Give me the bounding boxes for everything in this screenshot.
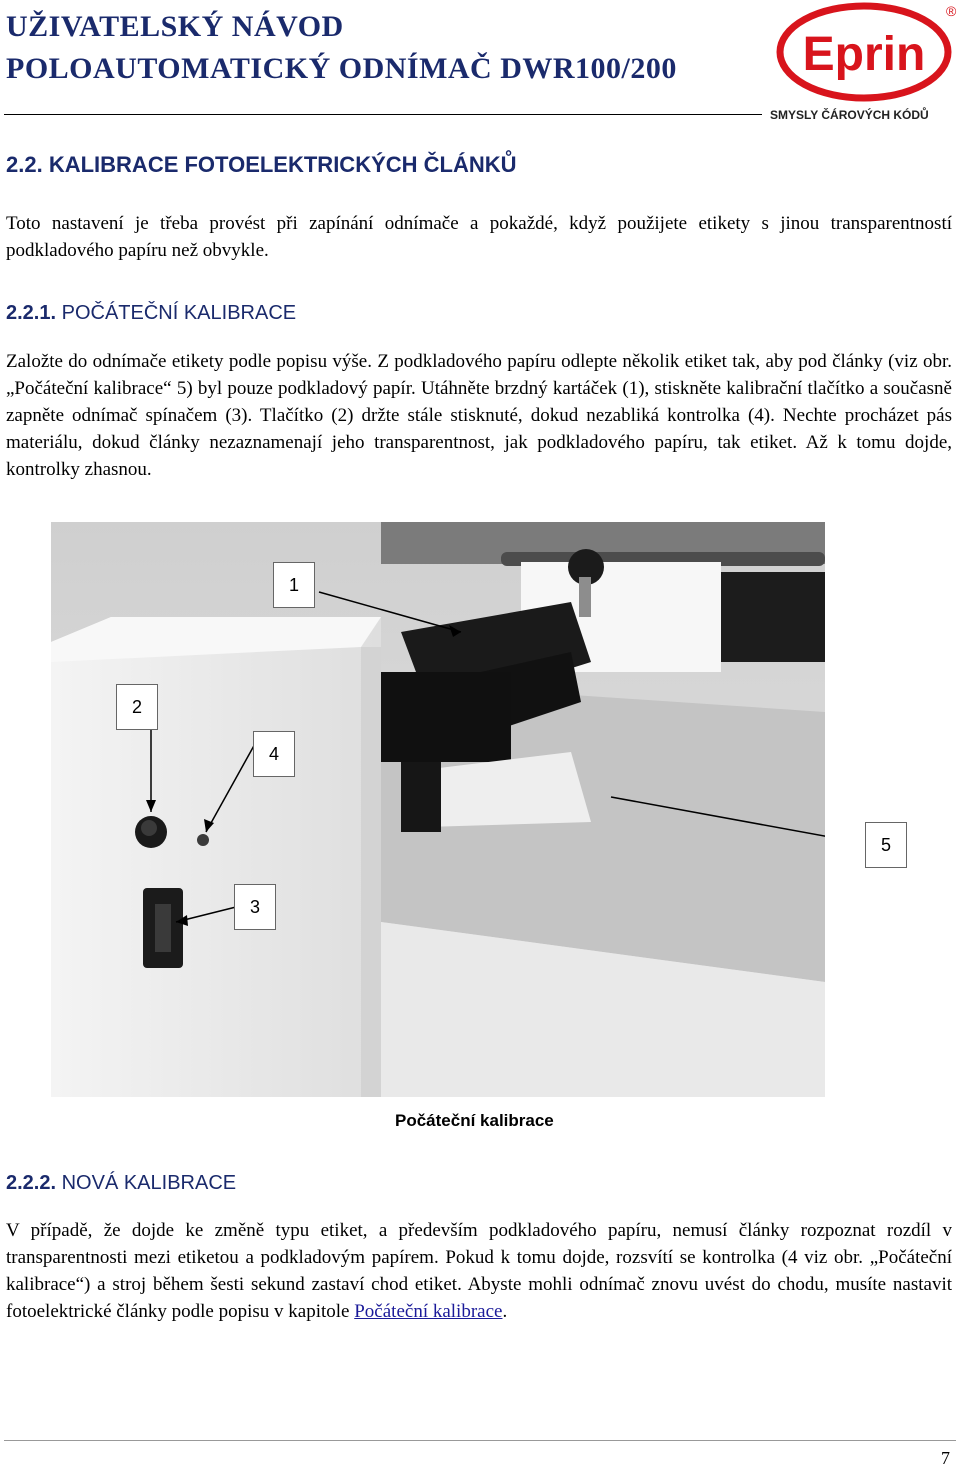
section-intro: Toto nastavení je třeba provést při zapínání odnímače a pokaždé, když použijete etikety s jinou transparentností podkladového papíru než obvykle. — [6, 213, 952, 261]
subsection-heading-new — [6, 1172, 236, 1195]
product-title: POLOAUTOMATICKÝ ODNÍMAČ DWR100/200 — [6, 52, 677, 85]
subsection-text-new — [6, 1217, 952, 1325]
document-title: UŽIVATELSKÝ NÁVOD — [6, 10, 344, 43]
callout-5: 5 — [865, 822, 907, 868]
callout-4: 4 — [253, 731, 295, 777]
paragraph-text: V případě, že dojde ke změně typu etiket, a především podkladového papíru, nemusí články rozpoznat rozdíl v transparentnosti mezi etiketou a podkladovým papírem. Pokud k tomu dojde, rozsvítí se kontrolka (4 viz obr. „Počáteční kalibrace“) a stroj během šesti sekund zastaví chod etiket. Abyste mohli odnímač znovu uvést do chodu, musíte nastavit fotoelektrické články podle popisu v kapitole — [6, 1220, 952, 1322]
device-illustration — [51, 522, 825, 1097]
logo-subtitle: SMYSLY ČÁROVÝCH KÓDŮ — [770, 108, 929, 122]
initial-calibration-link[interactable]: Počáteční kalibrace — [354, 1301, 503, 1322]
callout-1: 1 — [273, 562, 315, 608]
device-photo — [51, 522, 825, 1097]
subsection-heading-initial — [6, 302, 296, 325]
page-number: 7 — [941, 1448, 950, 1468]
header-rule — [4, 114, 762, 115]
paragraph-end: . — [502, 1301, 508, 1322]
subsection-number: 2.2.2. — [6, 1172, 57, 1194]
callout-2: 2 — [116, 684, 158, 730]
subsection-title: NOVÁ KALIBRACE — [61, 1172, 237, 1194]
logo-text: Eprin — [802, 28, 926, 81]
footer-rule — [4, 1440, 956, 1441]
section-heading — [6, 152, 517, 178]
callout-3: 3 — [234, 884, 276, 930]
section-title: KALIBRACE FOTOELEKTRICKÝCH ČLÁNKŮ — [48, 152, 517, 177]
section-number: 2.2. — [6, 152, 43, 177]
eprin-logo — [770, 0, 960, 125]
figure-caption: Počáteční kalibrace — [395, 1111, 554, 1130]
subsection-text-initial: Založte do odnímače etikety podle popisu výše. Z podkladového papíru odlepte několik etiket tak, aby pod články (viz obr. „Počáteční kalibrace“ 5) byl pouze podkladový papír. Utáhněte brzdný kartáček (1), stiskněte kalibrační tlačítko a současně zapněte odnímač spínačem (3). Tlačítko (2) držte stále stisknuté, dokud nezabliká kontrolka (4). Nechte procházet pás materiálu, dokud články nezaznamenají jeho transparentnost, jak podkladového papíru, tak etiket. Až k tomu dojde, kontrolky zhasnou. — [6, 351, 952, 480]
registered-mark: ® — [946, 3, 957, 19]
subsection-number: 2.2.1. — [6, 302, 57, 324]
subsection-title: POČÁTEČNÍ KALIBRACE — [61, 302, 297, 324]
